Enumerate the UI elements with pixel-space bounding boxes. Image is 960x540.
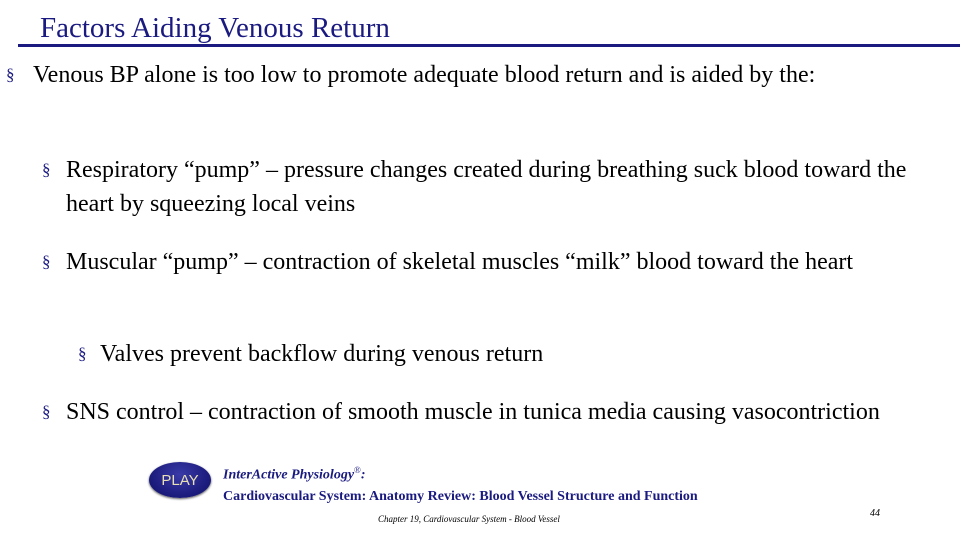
interactive-physiology-link[interactable] (223, 460, 698, 507)
footer-text: Chapter 19, Cardiovascular System - Blood Vessel (378, 514, 560, 524)
bullet-marker: § (42, 160, 51, 179)
bullet-marker: § (6, 65, 15, 84)
page-number: 44 (870, 508, 880, 519)
bullet-respiratory (42, 153, 936, 221)
bullet-text: Venous BP alone is too low to promote adequate blood return and is aided by the: (33, 62, 816, 88)
bullet-valves (78, 337, 920, 371)
play-button[interactable]: PLAY (149, 462, 211, 498)
iap-brand: InterActive Physiology (223, 467, 355, 483)
bullet-marker: § (42, 252, 51, 271)
bullet-muscular (42, 245, 936, 279)
bullet-sns (42, 395, 936, 429)
title-underline (18, 44, 960, 47)
bullet-text: Muscular “pump” – contraction of skeletal muscles “milk” blood toward the heart (66, 249, 854, 275)
bullet-text: Respiratory “pump” – pressure changes created during breathing suck blood toward the heart by squeezing local veins (66, 157, 907, 217)
bullet-text: Valves prevent backflow during venous return (100, 341, 544, 367)
registered-mark: ® (354, 465, 361, 475)
bullet-marker: § (42, 402, 51, 421)
bullet-text: SNS control – contraction of smooth muscle in tunica media causing vasocontriction (66, 399, 880, 425)
slide-title: Factors Aiding Venous Return (40, 12, 390, 44)
iap-subtitle: Cardiovascular System: Anatomy Review: Blood Vessel Structure and Function (223, 488, 698, 504)
bullet-marker: § (78, 344, 87, 363)
iap-colon: : (360, 467, 366, 483)
bullet-main (6, 58, 943, 92)
